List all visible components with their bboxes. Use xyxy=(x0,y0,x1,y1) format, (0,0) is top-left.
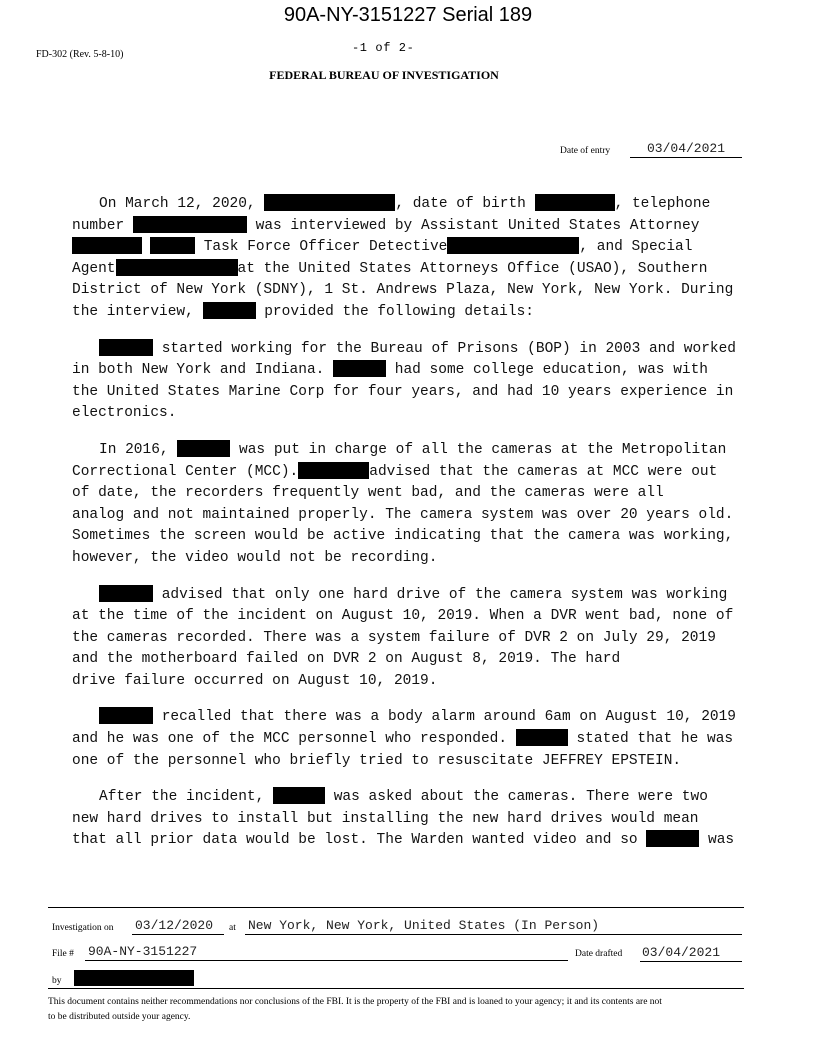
text-line xyxy=(72,339,744,361)
date-of-entry-value: 03/04/2021 xyxy=(630,141,742,158)
paragraph xyxy=(72,339,744,425)
redaction-box xyxy=(99,585,153,602)
redaction-box xyxy=(333,360,386,377)
redaction-box xyxy=(516,729,568,746)
text-line xyxy=(72,628,744,650)
redaction-box xyxy=(177,440,230,457)
text-line xyxy=(72,729,744,751)
text-segment: District of New York (SDNY), 1 St. Andrews Plaza, New York, New York. During xyxy=(72,282,734,299)
text-line xyxy=(72,360,744,382)
paragraph xyxy=(72,707,744,772)
text-line xyxy=(72,606,744,628)
text-segment: Sometimes the screen would be active indicating that the camera was working, xyxy=(72,528,734,545)
date-of-entry-label: Date of entry xyxy=(560,146,611,156)
paragraph xyxy=(72,440,744,570)
text-line xyxy=(72,194,744,216)
text-segment: was put in charge of all the cameras at the Metropolitan xyxy=(230,441,727,458)
text-segment: analog and not maintained properly. The camera system was over 20 years old. xyxy=(72,506,734,523)
text-segment: started working for the Bureau of Prisons (BOP) in 2003 and worked xyxy=(153,340,736,357)
text-segment: at the time of the incident on August 10, 2019. When a DVR went bad, none of xyxy=(72,608,734,625)
investigation-location-value: New York, New York, United States (In Person) xyxy=(245,918,742,935)
investigation-on-label: Investigation on xyxy=(52,923,114,933)
by-label: by xyxy=(52,976,62,986)
file-number-value: 90A-NY-3151227 xyxy=(85,944,568,961)
text-segment: at the United States Attorneys Office (USAO), Southern xyxy=(237,260,708,277)
paragraph xyxy=(72,194,744,324)
text-line xyxy=(72,280,744,302)
redaction-box xyxy=(264,194,395,211)
paragraph xyxy=(72,585,744,693)
text-line xyxy=(72,751,744,773)
disclaimer-line: to be distributed outside your agency. xyxy=(48,1012,191,1022)
text-line xyxy=(72,237,744,259)
text-segment: After the incident, xyxy=(99,789,274,806)
text-segment: the interview, xyxy=(72,303,203,320)
redaction-box xyxy=(72,237,142,254)
disclaimer-line: This document contains neither recommendations nor conclusions of the FBI. It is the property of the FBI and is loaned to your agency; it and its contents are not xyxy=(48,997,662,1007)
text-segment: was xyxy=(699,832,735,849)
date-drafted-value: 03/04/2021 xyxy=(640,945,742,962)
text-line xyxy=(72,526,744,548)
text-line xyxy=(72,382,744,404)
redaction-box xyxy=(447,237,579,254)
text-line xyxy=(72,809,744,831)
text-segment: In 2016, xyxy=(99,441,178,458)
text-segment: drive failure occurred on August 10, 2019. xyxy=(72,672,438,689)
footer-bottom-rule xyxy=(48,988,744,989)
text-line xyxy=(72,302,744,324)
at-label: at xyxy=(229,923,236,933)
redaction-box xyxy=(298,462,369,479)
document-serial: 90A-NY-3151227 Serial 189 xyxy=(283,4,533,26)
text-segment: Correctional Center (MCC). xyxy=(72,463,299,480)
text-segment: that all prior data would be lost. The Warden wanted video and so xyxy=(72,832,647,849)
page-indicator: -1 of 2- xyxy=(352,41,415,55)
text-segment: of date, the recorders frequently went bad, and the cameras were all xyxy=(72,485,664,502)
text-segment: On March 12, 2020, xyxy=(99,196,265,212)
text-segment: stated that he was xyxy=(567,731,734,748)
redaction-box xyxy=(99,707,153,724)
redaction-box xyxy=(646,830,699,847)
redaction-box xyxy=(203,302,256,319)
text-line xyxy=(72,505,744,527)
text-segment: was interviewed by Assistant United States Attorney xyxy=(246,217,700,234)
redaction-box xyxy=(150,237,195,254)
text-line xyxy=(72,649,744,671)
text-segment: in both New York and Indiana. xyxy=(72,362,334,379)
text-line xyxy=(72,216,744,238)
text-segment: was asked about the cameras. There were two xyxy=(325,789,708,806)
disclaimer xyxy=(48,995,662,1025)
form-id: FD-302 (Rev. 5-8-10) xyxy=(36,49,124,60)
redaction-box xyxy=(74,970,194,986)
text-segment: provided the following details: xyxy=(255,303,534,320)
redaction-box xyxy=(273,787,325,804)
text-segment: , and Special xyxy=(579,239,693,256)
text-line xyxy=(72,440,744,462)
redaction-box xyxy=(133,216,247,233)
date-drafted-label: Date drafted xyxy=(575,949,623,959)
text-line xyxy=(72,707,744,729)
text-line xyxy=(72,462,744,484)
redaction-box xyxy=(535,194,615,211)
text-segment: and the motherboard failed on DVR 2 on August 8, 2019. The hard xyxy=(72,651,621,668)
text-segment: Agent xyxy=(72,260,116,277)
text-segment: and he was one of the MCC personnel who responded. xyxy=(72,731,516,748)
text-segment: however, the video would not be recording. xyxy=(72,549,438,566)
text-segment: Task Force Officer Detective xyxy=(195,239,448,256)
text-line xyxy=(72,483,744,505)
text-segment: , date of birth xyxy=(395,196,535,212)
text-line xyxy=(72,830,744,852)
text-segment: the United States Marine Corp for four years, and had 10 years experience in xyxy=(72,383,734,400)
text-line xyxy=(72,585,744,607)
text-line xyxy=(72,787,744,809)
file-number-label: File # xyxy=(52,949,74,959)
redaction-box xyxy=(116,259,238,276)
narrative-body xyxy=(72,194,744,867)
text-segment: new hard drives to install but installing the new hard drives would mean xyxy=(72,810,699,827)
text-line xyxy=(72,259,744,281)
text-segment: one of the personnel who briefly tried to resuscitate JEFFREY EPSTEIN. xyxy=(72,752,682,769)
text-segment: electronics. xyxy=(72,405,177,422)
text-segment: , telephone xyxy=(614,196,711,212)
text-segment: advised that the cameras at MCC were out xyxy=(369,463,718,480)
investigation-date-value: 03/12/2020 xyxy=(132,918,224,935)
text-line xyxy=(72,671,744,693)
text-segment: the cameras recorded. There was a system failure of DVR 2 on July 29, 2019 xyxy=(72,629,716,646)
agency-title: FEDERAL BUREAU OF INVESTIGATION xyxy=(269,68,499,82)
redaction-box xyxy=(99,339,153,356)
text-line xyxy=(72,403,744,425)
text-segment: advised that only one hard drive of the camera system was working xyxy=(153,586,728,603)
footer-top-rule xyxy=(48,907,744,908)
text-segment: recalled that there was a body alarm around 6am on August 10, 2019 xyxy=(153,709,736,726)
paragraph xyxy=(72,787,744,852)
text-segment: number xyxy=(72,217,133,234)
text-line xyxy=(72,548,744,570)
text-segment: had some college education, was with xyxy=(386,362,708,379)
